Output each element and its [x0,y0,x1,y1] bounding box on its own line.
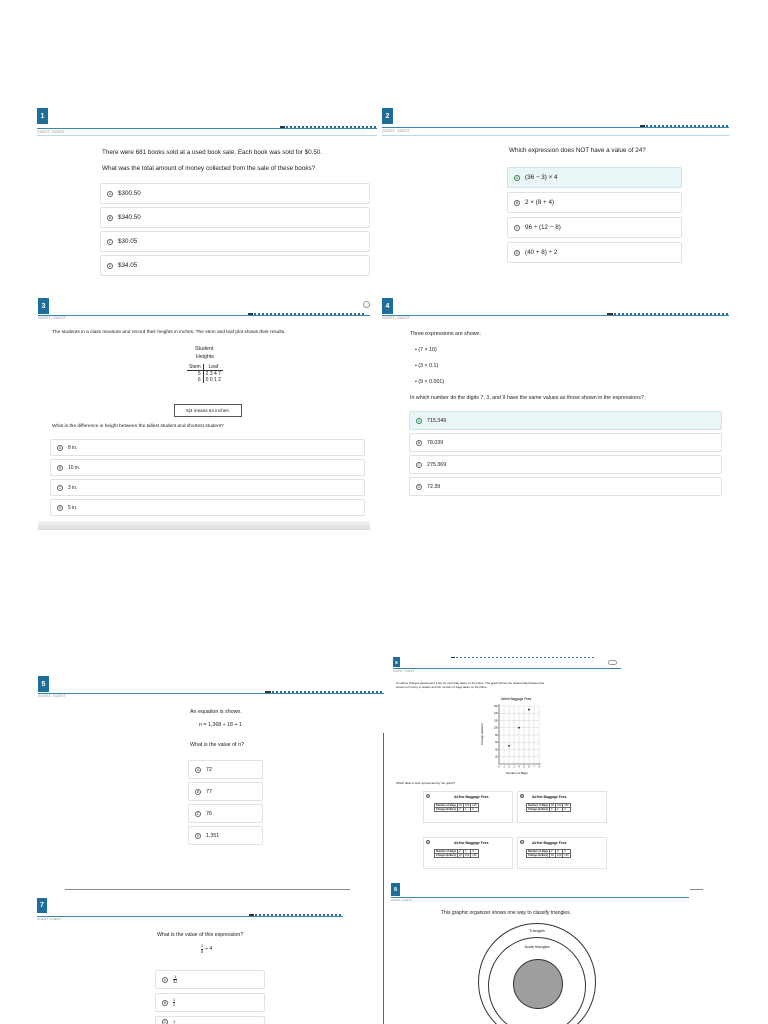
x-tick-label: 5 [523,765,525,769]
option-text: 2 × (8 + 4) [525,199,555,206]
question-number-badge: 4 [382,298,393,314]
option-fraction: 1 32 [173,973,178,984]
x-tick-label: 6 [528,765,530,769]
answer-option-c[interactable] [188,804,263,823]
stem-value: 5 [187,371,203,378]
option-letter-d: D [108,263,112,268]
fee-table: Number of Bags 2 4 6 Charge (dollars) 40 100 145 [436,850,477,857]
option-letter-c: C [417,462,421,467]
question-panel-1 [37,108,377,278]
x-tick-label: 1 [503,765,505,769]
answer-option-d[interactable] [409,477,722,496]
option-text: 8 in. [68,444,78,451]
answer-option-d[interactable] [507,242,682,263]
stem-header: Stem [187,364,203,371]
table-title: Airline Baggage Fees [454,795,489,799]
option-letter-a: A [515,175,519,180]
option-fraction: 1 [173,1019,176,1024]
answer-option-b[interactable] [155,993,265,1012]
question-panel-6 [393,657,621,877]
option-text: 78.039 [427,439,444,446]
option-text: 275.369 [427,461,447,468]
fee-table: Number of Bags 50 100 150 Charge (dollars) 2 4 6 [528,804,569,811]
answer-option-c[interactable] [423,837,513,869]
option-text: 1,351 [206,832,220,839]
y-tick-label: 80 [495,733,498,737]
question-number-badge: 7 [37,898,47,913]
stem-value: 6 [187,377,203,383]
question-prompt: Which table is best represented by the graph? [396,781,455,785]
plot-title-line-2: Heights [196,354,214,360]
answer-option-b[interactable] [100,207,370,228]
x-tick-label: 3 [513,765,515,769]
table-title: Airline Baggage Fees [454,841,489,845]
question-prompt: What was the total amount of money collected from the sale of these books? [102,165,316,172]
question-panel-7 [37,898,343,1024]
option-letter-c: C [515,225,519,230]
answer-option-b[interactable] [409,433,722,452]
answer-option-a[interactable] [155,970,265,989]
y-tick-label: 20 [495,755,498,759]
graphic-organizer [478,923,596,1024]
question-prompt: What is the value of this expression? [157,932,244,938]
option-letter-a: A [427,795,429,798]
leaf-values: 2 3 4 7 [205,371,221,377]
option-letter-c: C [427,841,429,844]
leaf-header: Leaf [203,364,223,371]
option-text: $30.05 [118,238,138,245]
stem-and-leaf-plot [187,364,223,383]
answer-option-a[interactable] [100,183,370,204]
user-label: GUEST, GUEST [391,899,413,902]
option-text: 3 in. [68,484,78,491]
answer-option-d[interactable] [517,837,607,869]
question-number-badge: 8 [391,883,400,896]
answer-option-c[interactable] [507,217,682,238]
question-text: amount of money in dollars and the number of bags taken on the plane. [396,685,488,689]
answer-option-b[interactable] [507,192,682,213]
question-number-badge: 5 [38,676,49,692]
option-fraction: 1 2 [173,996,176,1007]
user-label: GUEST, GUEST [393,670,415,673]
option-text: 72.39 [427,483,441,490]
x-tick-label: 4 [518,765,520,769]
answer-option-b[interactable] [517,791,607,823]
question-prompt: What is the difference in height between the tallest student and shortest student? [52,424,224,429]
leaf-values: 0 0 1 2 [205,377,221,383]
user-label: GUEST, GUEST [382,129,411,133]
option-text: 5 in. [68,504,78,511]
user-label: GUEST, GUEST [37,917,62,921]
option-letter-a: A [58,445,62,450]
answer-option-c[interactable] [155,1016,265,1024]
option-text: 10 in. [68,464,81,471]
question-number-badge: 1 [37,108,48,124]
fee-table: Number of Bags 2 4 6 Charge (dollars) 50 100 150 [528,850,569,857]
option-letter-b: B [163,1000,167,1005]
user-label: GUEST, GUEST [38,694,67,698]
option-text: $300.50 [118,190,141,197]
question-panel-3 [38,298,370,530]
answer-option-a[interactable] [409,411,722,430]
column-divider [383,733,384,1024]
y-tick-label: 120 [493,719,498,723]
option-letter-c: C [196,811,200,816]
option-text: $340.50 [118,214,141,221]
option-letter-b: B [196,789,200,794]
question-text: There were 681 books sold at a used book sale. Each book was sold for $0.50. [102,149,323,156]
answer-option-a[interactable] [50,439,365,456]
option-text: (36 − 3) × 4 [525,174,558,181]
inner-label: Acute triangles [524,945,550,949]
option-letter-d: D [58,505,62,510]
option-letter-c: C [58,485,62,490]
question-panel-4 [382,298,729,503]
chart-title: Airline Baggage Fees [500,697,532,701]
option-text: 77 [206,788,212,795]
x-tick-label: 7 [533,765,535,769]
expression: $\frac{1}{8}$ ÷ 4 [201,943,213,954]
option-letter-c: C [108,239,112,244]
question-panel-8 [391,883,689,1024]
question-panel-2 [382,108,729,273]
table-title: Airline Baggage Fees [532,795,567,799]
data-point [528,709,530,711]
option-letter-a: A [196,767,200,772]
y-tick-label: 140 [493,712,498,716]
answer-option-c[interactable] [409,455,722,474]
question-text: The students in a class measure and record their heights in inches. The stem and leaf plot shows their results. [52,330,286,335]
option-letter-c: C [163,1020,167,1024]
option-text: (40 + 8) ÷ 2 [525,249,558,256]
option-letter-b: B [515,200,519,205]
option-text: 76 [206,810,212,817]
option-text: 72 [206,766,212,773]
panel-footer-bar [38,521,370,530]
answer-option-d[interactable] [188,826,263,845]
chart-xlabel: Number of Bags [506,771,528,775]
question-panel-5 [38,676,384,851]
y-tick-label: 160 [493,704,498,708]
question-text: This graphic organizer shows one way to classify triangles. [441,910,572,916]
fee-table: Number of Bags 40 100 145 Charge (dollars) 2 4 6 [436,804,477,811]
answer-option-d[interactable] [50,499,365,516]
option-letter-b: B [417,440,421,445]
option-letter-b: B [521,795,523,798]
x-tick-label: 8 [538,765,540,769]
data-point [508,745,510,747]
option-text: 96 ÷ (12 − 8) [525,224,561,231]
option-letter-b: B [58,465,62,470]
flag-icon[interactable] [608,660,617,665]
answer-option-c[interactable] [50,479,365,496]
question-prompt: In which number do the digits 7, 3, and 9 have the same values as those shown in the expressions? [410,395,644,401]
option-letter-d: D [521,841,523,844]
option-letter-d: D [417,484,421,489]
plot-key: 5|4 means 54 inches. [174,404,242,417]
question-number-badge: 2 [382,108,393,124]
chart-ylabel: Charge (dollars) [480,723,484,745]
question-prompt: Which expression does NOT have a value of 24? [509,147,646,154]
flag-icon[interactable] [363,301,370,308]
answer-option-a[interactable] [188,760,263,779]
answer-option-a[interactable] [507,167,682,188]
question-text: An airline charges passengers a fee for each bag taken on the plane. The graph shows the relationship between the [396,681,545,685]
user-label: GUEST, GUEST [382,316,411,320]
x-tick-label: 0 [498,765,500,769]
answer-option-c[interactable] [100,231,370,252]
data-point [518,727,520,729]
plot-title-line-1: Student [195,346,214,352]
equation: n = 1,368 ÷ 18 + 1 [199,722,242,728]
user-label: GUEST, GUEST [37,130,66,134]
question-prompt: What is the value of n? [190,742,244,748]
question-text: An equation is shown. [190,709,242,715]
bullet-expression-3: • (9 × 0.001) [415,379,445,385]
y-tick-label: 100 [493,726,498,730]
option-letter-a: A [163,977,167,982]
section-divider [65,889,350,890]
answer-option-d[interactable] [100,255,370,276]
x-tick-label: 2 [508,765,510,769]
option-letter-b: B [108,215,112,220]
answer-option-a[interactable] [423,791,513,823]
section-divider [690,889,703,890]
bullet-expression-1: • (7 × 10) [415,347,437,353]
bullet-expression-2: • (3 × 0.1) [415,363,439,369]
user-label: GUEST, GUEST [38,316,67,320]
option-letter-d: D [196,833,200,838]
answer-option-b[interactable] [188,782,263,801]
innermost-circle [513,959,563,1009]
y-tick-label: 40 [495,748,498,752]
option-letter-a: A [417,418,421,423]
baggage-fee-chart [479,694,549,776]
question-number-badge: 6 [393,657,400,667]
option-letter-a: A [108,191,112,196]
y-tick-label: 60 [495,741,498,745]
option-text: $34.05 [118,262,138,269]
answer-option-b[interactable] [50,459,365,476]
option-letter-d: D [515,250,519,255]
question-number-badge: 3 [38,298,49,314]
question-text: Three expressions are shown. [410,331,481,337]
option-text: 715.349 [427,417,447,424]
table-title: Airline Baggage Fees [532,841,567,845]
outer-label: Triangles [529,929,545,933]
